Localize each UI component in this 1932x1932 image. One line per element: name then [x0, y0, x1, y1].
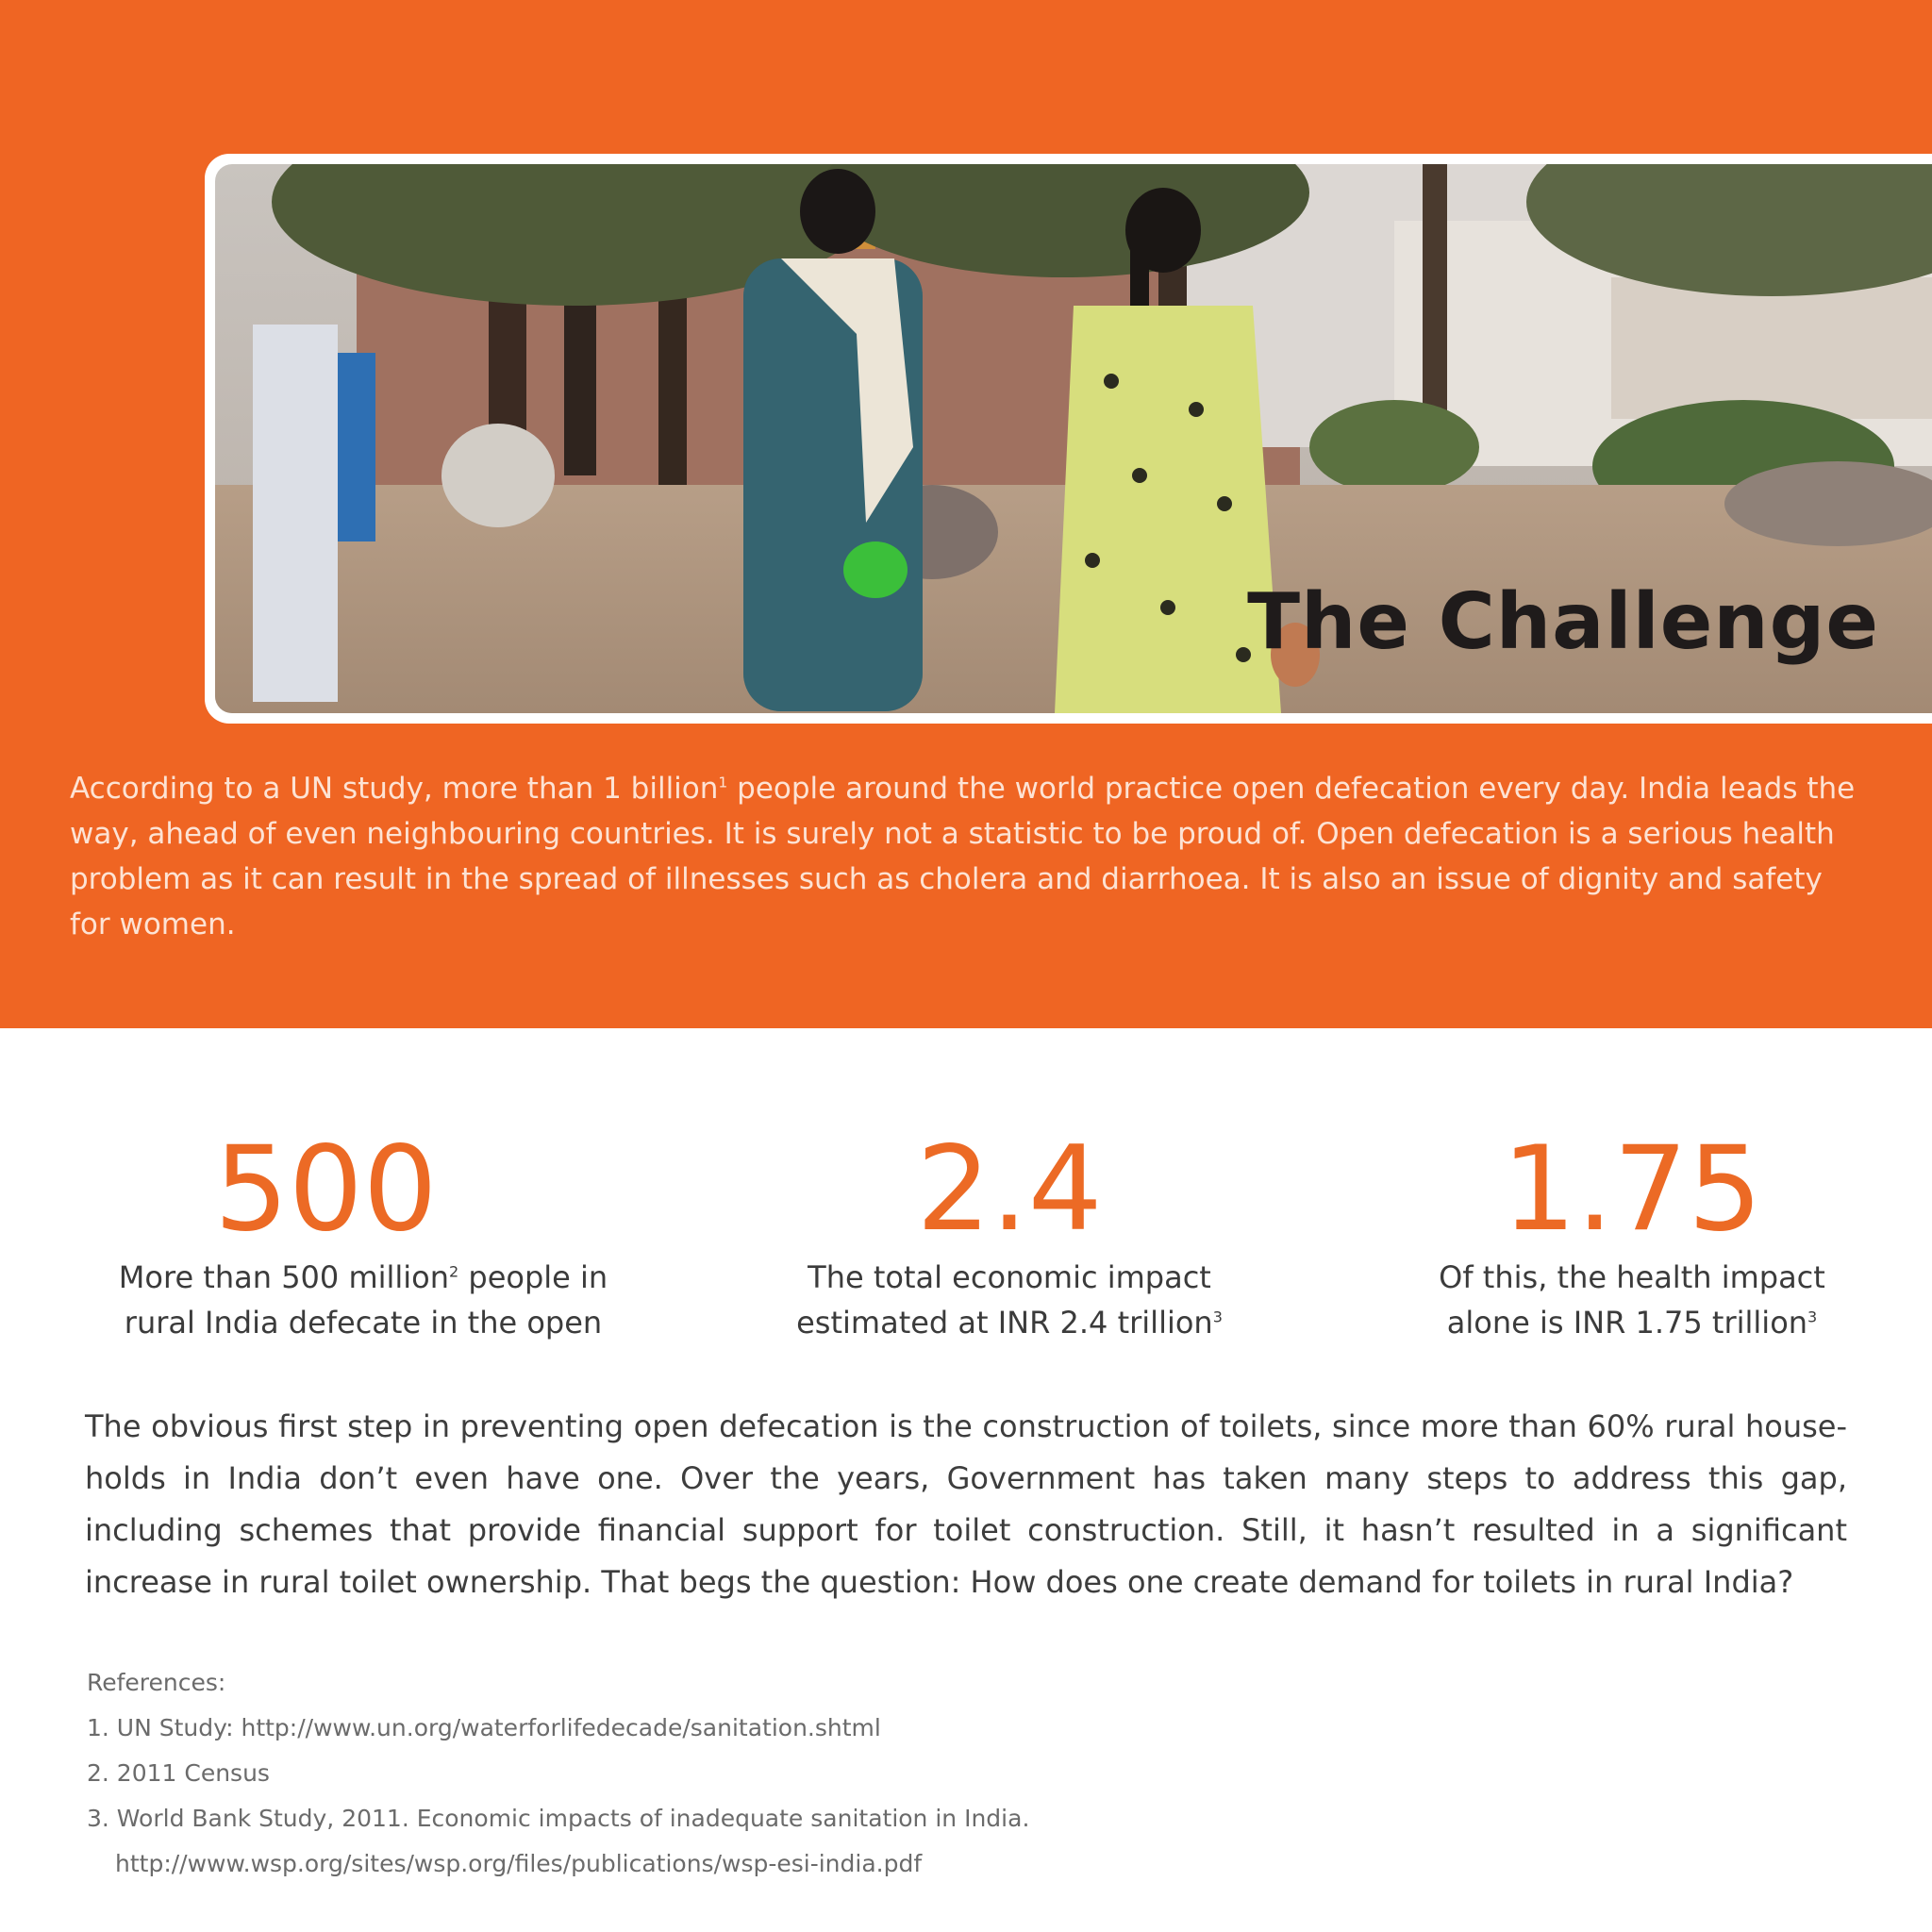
stat-caption-line2	[1447, 1305, 1817, 1341]
stat-caption-line2	[796, 1305, 1223, 1341]
stat-caption-line2: rural India defecate in the open	[124, 1305, 603, 1341]
footnote-ref-1: 1	[718, 774, 728, 791]
reference-item-1: 1. UN Study: http://www.un.org/waterforlifedecade/sanitation.shtml	[87, 1714, 881, 1741]
stat-caption-text: people in	[458, 1259, 608, 1295]
references	[87, 1660, 1785, 1887]
footnote-ref-3: 3	[1212, 1307, 1223, 1326]
stat-caption-text: estimated at INR 2.4 trillion	[796, 1305, 1213, 1341]
stat-caption	[717, 1255, 1302, 1345]
footnote-ref-3: 3	[1807, 1307, 1818, 1326]
stat-caption	[1340, 1255, 1924, 1345]
stat-caption-line1: Of this, the health impact	[1439, 1259, 1825, 1295]
stat-number: 500	[214, 1122, 438, 1257]
intro-text-part2: people around the world practice open defecation every day. India leads the way, ahead of even neighbouring countries. It is surely not a statistic to be proud of. Open defecation is a serious health problem as it can result in the spread of illnesses such as cholera and diarrhoea. It is also an issue of dignity and safety for women.	[70, 772, 1856, 941]
stat-caption-line1: The total economic impact	[808, 1259, 1211, 1295]
stat-number: 2.4	[916, 1122, 1103, 1257]
intro-text-part1: According to a UN study, more than 1 billion	[70, 772, 719, 806]
stat-number: 1.75	[1501, 1122, 1763, 1257]
stat-caption	[57, 1255, 670, 1345]
stat-1-75	[1340, 1122, 1924, 1345]
body-paragraph: The obvious first step in preventing open defecation is the construction of toilets, since more than 60% rural house-holds in India don’t even have one. Over the years, Government has taken many steps to address this gap, including schemes that provide financial support for toilet construction. Still, it hasn’t resulted in a significant increase in rural toilet ownership. That begs the question: How does one create demand for toilets in rural India?	[85, 1408, 1847, 1600]
stat-2-4	[717, 1122, 1302, 1345]
stat-caption-line1	[119, 1259, 608, 1295]
section-title: The Challenge	[1247, 577, 1879, 667]
intro-paragraph	[70, 766, 1862, 947]
references-heading: References:	[87, 1669, 226, 1696]
stat-500	[57, 1122, 670, 1345]
stat-caption-text: alone is INR 1.75 trillion	[1446, 1305, 1808, 1341]
footnote-ref-2: 2	[449, 1262, 459, 1281]
reference-item-3: 3. World Bank Study, 2011. Economic impacts of inadequate sanitation in India.	[87, 1805, 1030, 1832]
stat-caption-text: More than 500 million	[118, 1259, 450, 1295]
reference-item-3-url: http://www.wsp.org/sites/wsp.org/files/publications/wsp-esi-india.pdf	[115, 1850, 923, 1877]
reference-item-2: 2. 2011 Census	[87, 1759, 270, 1787]
